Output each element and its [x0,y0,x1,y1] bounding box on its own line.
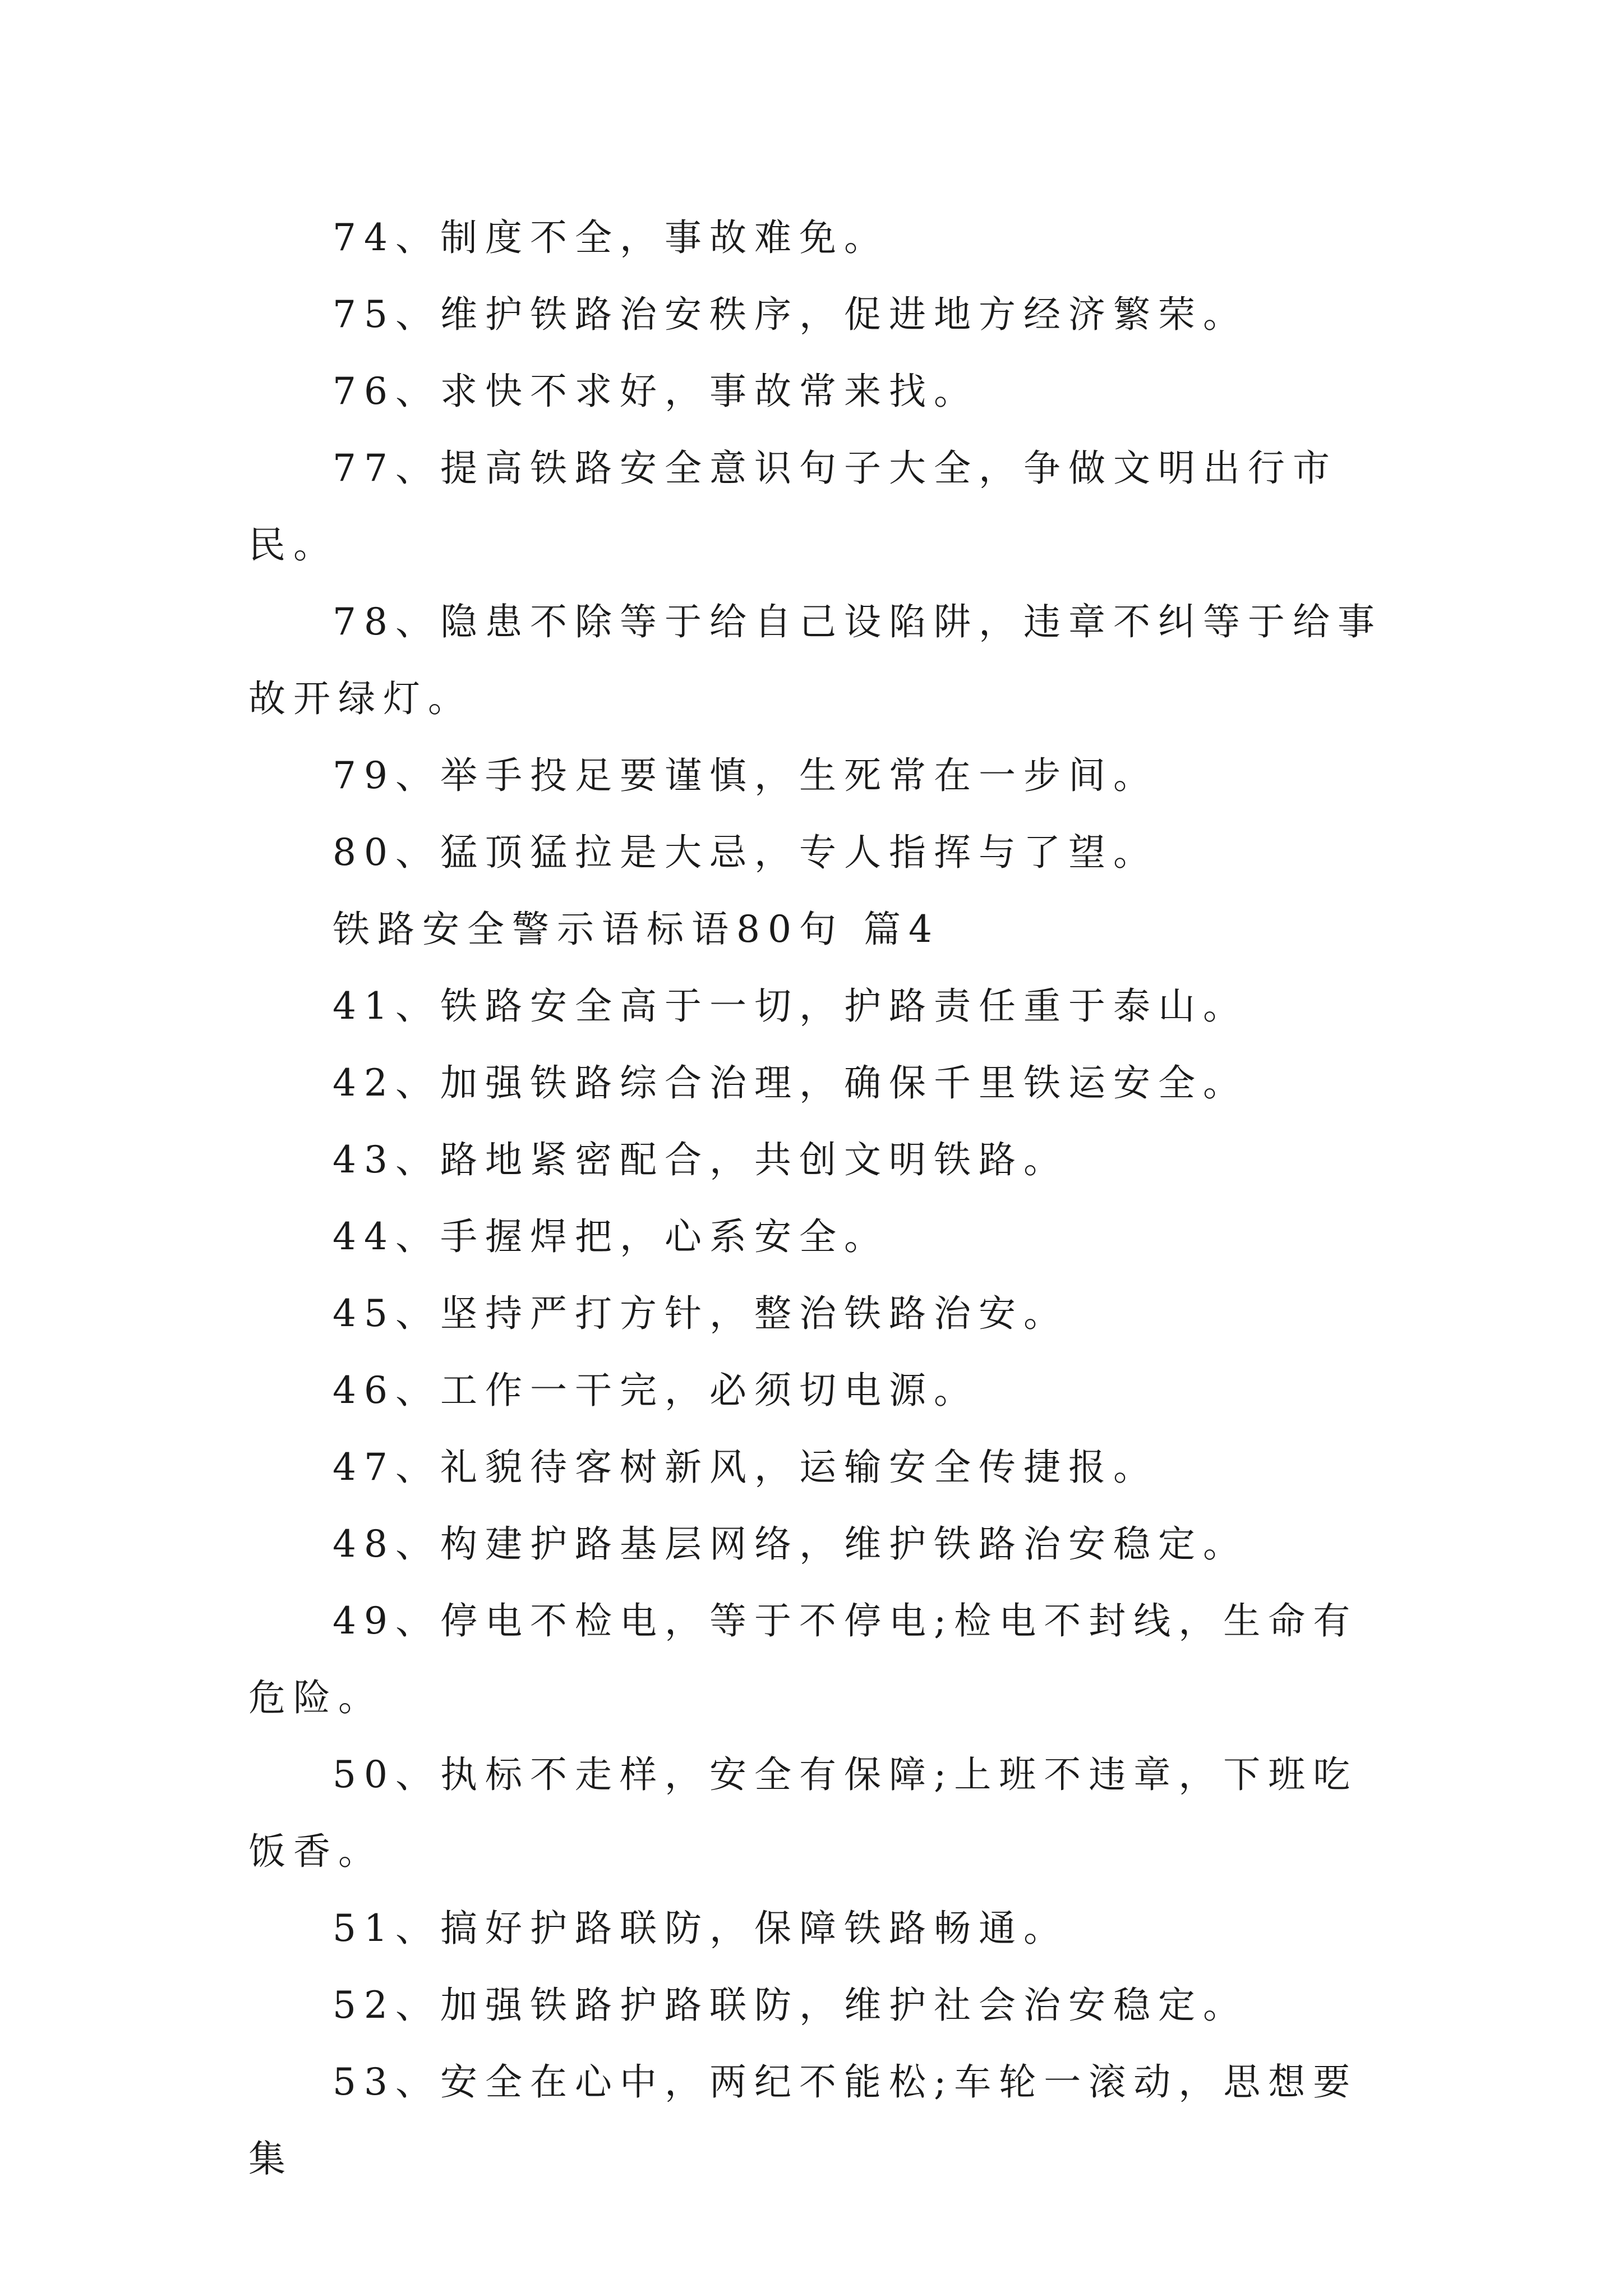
slogan-74: 74、制度不全，事故难免。 [333,216,889,259]
slogan-76: 76、求快不求好，事故常来找。 [333,370,979,413]
document-body [248,199,1393,2197]
slogan-44: 44、手握焊把，心系安全。 [333,1215,889,1258]
slogan-75: 75、维护铁路治安秩序，促进地方经济繁荣。 [333,293,1248,336]
slogan-41: 41、铁路安全高于一切，护路责任重于泰山。 [333,984,1248,1028]
slogan-50: 50、执标不走样，安全有保障;上班不违章，下班吃饭香。 [248,1753,1358,1873]
slogan-77: 77、提高铁路安全意识句子大全，争做文明出行市民。 [248,447,1338,567]
slogan-49: 49、停电不检电，等于不停电;检电不封线，生命有危险。 [248,1599,1358,1719]
section-heading: 铁路安全警示语标语80句 篇4 [333,908,940,951]
slogan-78: 78、隐患不除等于给自己设陷阱，违章不纠等于给事故开绿灯。 [248,600,1382,720]
slogan-52: 52、加强铁路护路联防，维护社会治安稳定。 [333,1984,1248,2027]
slogan-46: 46、工作一干完，必须切电源。 [333,1369,979,1412]
slogan-80: 80、猛顶猛拉是大忌，专人指挥与了望。 [333,831,1158,874]
slogan-48: 48、构建护路基层网络，维护铁路治安稳定。 [333,1522,1248,1566]
slogan-45: 45、坚持严打方针，整治铁路治安。 [333,1292,1068,1335]
slogan-79: 79、举手投足要谨慎，生死常在一步间。 [333,754,1158,797]
slogan-42: 42、加强铁路综合治理，确保千里铁运安全。 [333,1061,1248,1105]
slogan-43: 43、路地紧密配合，共创文明铁路。 [333,1138,1068,1181]
slogan-47: 47、礼貌待客树新风，运输安全传捷报。 [333,1446,1158,1489]
slogan-51: 51、搞好护路联防，保障铁路畅通。 [333,1907,1068,1950]
slogan-53: 53、安全在心中，两纪不能松;车轮一滚动，思想要集 [248,2060,1358,2180]
